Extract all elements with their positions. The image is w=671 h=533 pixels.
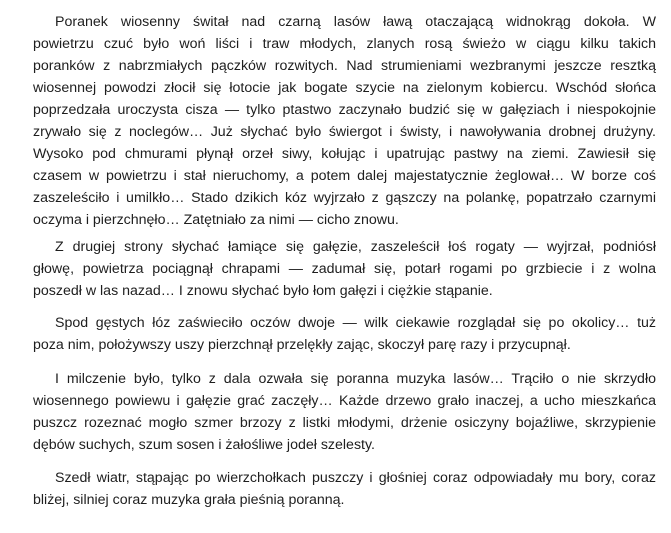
text-line: powietrzu czuć było woń liści i traw młodych, zlanych rosą świeżo w ciągu kilku takich [33, 36, 656, 52]
text-line: poszedł w las nazad… I znowu słychać było łom gałęzi i ciężkie stąpanie. [33, 283, 493, 299]
text-line: Spod gęstych łóz zaświeciło oczów dwoje — wilk ciekawie rozglądał się po okolicy… tuż [55, 315, 656, 331]
text-line: głowę, powietrza pociągnął chrapami — zadumał się, potarł rogami po grzbiecie i z wolna [33, 261, 656, 277]
text-line: Z drugiej strony słychać łamiące się gałęzie, zaszeleścił łoś rogaty — wyjrzał, podniósł [55, 239, 656, 255]
text-line: zrywało się z noclegów… Już słychać było świergot i świsty, i nawoływania drobnej drużyny. [33, 124, 656, 140]
text-line: czasem w powietrzu i stał nieruchomy, a potem dalej majestatycznie żeglował… W borze coś [33, 168, 656, 184]
text-line: Wysoko pod chmurami płynął orzeł siwy, kołując i upatrując pastwy na ziemi. Zawiesił się [33, 146, 656, 162]
text-line: wiosennego powiewu i gałęzie grać zaczęły… Każde drzewo grało inaczej, a ucho mieszkańca [33, 393, 656, 409]
text-line: poza nim, położywszy uszy pierzchnął przelękły zając, skoczył parę razy i przycupnął. [33, 337, 571, 353]
text-line: poprzedzała uroczysta cisza — tylko ptastwo zaczynało budzić się w gałęziach i niespokojnie [33, 102, 656, 118]
text-line: I milczenie było, tylko z dala ozwała się poranna muzyka lasów… Trąciło o nie skrzydło [55, 371, 656, 387]
text-line: zaszeleściło i umilkło… Stado dzikich kóz wyjrzało z gąszczy na polankę, popatrzało czarnymi [33, 190, 656, 206]
text-line: puszcz rozeznać mogło szmer brzozy z listki młodymi, drżenie osiczyny bojaźliwe, skrzypienie [33, 415, 656, 431]
text-line: dębów suchych, szum sosen i żałośliwe jodeł szelesty. [33, 437, 375, 453]
text-line: poranków z nabrzmiałych pączków rozwitych. Nad strumieniami wezbranymi jeszcze resztką [33, 58, 656, 74]
text-line: bliżej, silniej coraz muzyka grała pieśnią poranną. [33, 492, 345, 508]
text-line: oczyma i pierzchnęło… Zatętniało za nimi — cicho znowu. [33, 212, 399, 228]
text-line: Szedł wiatr, stąpając po wierzchołkach puszczy i głośniej coraz odpowiadały mu bory, coraz [55, 470, 656, 486]
text-line: Poranek wiosenny świtał nad czarną lasów ławą otaczającą widnokrąg dokoła. W [55, 14, 656, 30]
text-line: wiosennej powodzi złocił się łotocie jak bogate szycie na zielonym kobiercu. Wschód słońca [33, 80, 656, 96]
